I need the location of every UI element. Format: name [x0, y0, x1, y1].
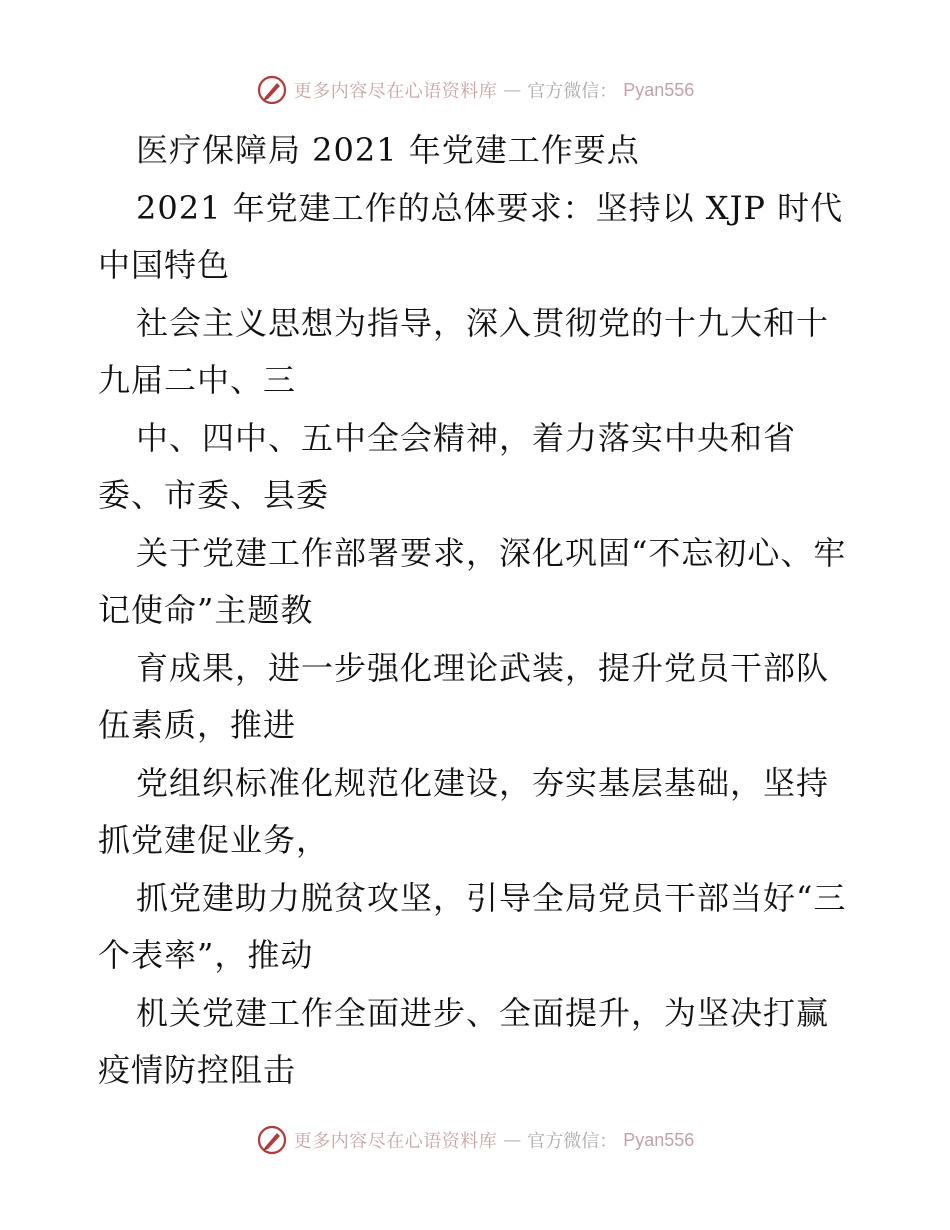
paragraph: 党组织标准化规范化建设，夯实基层基础，坚持抓党建促业务，: [98, 763, 830, 859]
watermark-site-text: 更多内容尽在心语资料库: [293, 1131, 498, 1152]
paragraph: 关于党建工作部署要求，深化巩固“不忘初心、牢记使命”主题教: [98, 533, 847, 629]
paragraph: 社会主义思想为指导，深入贯彻党的十九大和十九届二中、三: [98, 303, 830, 399]
document-body: [98, 122, 858, 1100]
watermark-wechat-label: 官方微信：: [527, 81, 618, 102]
paragraph: 机关党建工作全面进步、全面提升，为坚决打赢疫情防控阻击: [98, 993, 830, 1089]
paragraph: 抓党建助力脱贫攻坚，引导全局党员干部当好“三个表率”，推动: [98, 878, 847, 974]
pen-logo-icon: [256, 1124, 288, 1156]
footer-watermark: [0, 1120, 950, 1160]
paragraph: 2021 年党建工作的总体要求：坚持以 XJP 时代中国特色: [98, 188, 844, 284]
watermark-separator: —: [503, 1129, 522, 1151]
paragraph: 中、四中、五中全会精神，着力落实中央和省委、市委、县委: [98, 418, 797, 514]
header-watermark: [0, 70, 950, 110]
pen-logo-icon: [256, 74, 288, 106]
watermark-wechat-id: Pyan556: [623, 79, 695, 100]
watermark-wechat-id: Pyan556: [623, 1129, 695, 1150]
document-title: 医疗保障局 2021 年党建工作要点: [136, 131, 640, 169]
watermark-site-text: 更多内容尽在心语资料库: [293, 81, 498, 102]
watermark-separator: —: [503, 79, 522, 101]
watermark-wechat-label: 官方微信：: [527, 1131, 618, 1152]
paragraph: 育成果，进一步强化理论武装，提升党员干部队伍素质，推进: [98, 648, 830, 744]
